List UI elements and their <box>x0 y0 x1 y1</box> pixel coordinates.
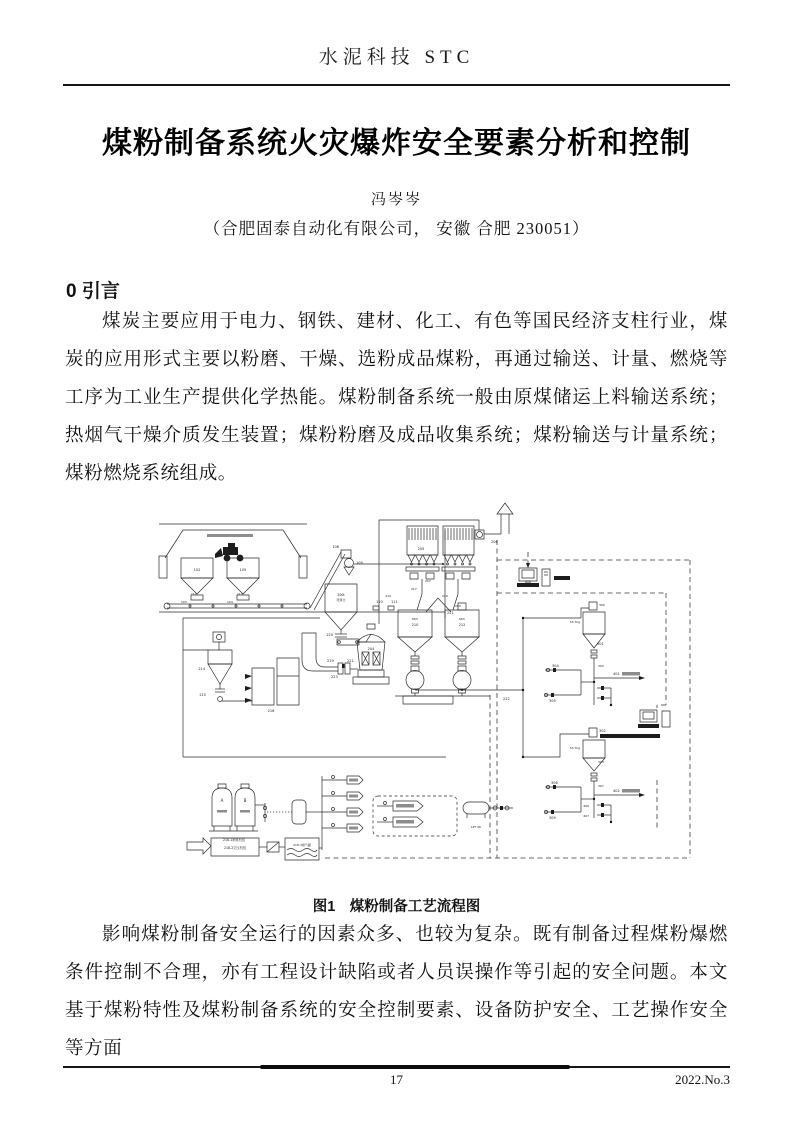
product-silos <box>395 603 490 704</box>
figure-label: 6t/h <box>412 617 418 621</box>
figure-label: 111 <box>391 600 398 604</box>
figure-label: 223 <box>331 675 338 679</box>
figure-label: 401 <box>613 672 620 676</box>
figure-label: 307 <box>598 784 604 788</box>
figure-label: 113 <box>237 592 243 596</box>
filter-module-right <box>442 526 475 594</box>
stack-arrow <box>497 503 513 514</box>
station-label-smudge <box>554 576 570 580</box>
figure-label: 105 <box>239 568 247 572</box>
figure-label: 209 <box>455 604 461 608</box>
figure-label: 205 <box>417 547 425 551</box>
figure-label: 406 <box>583 804 589 808</box>
figure-label: 33.7kg <box>569 620 580 624</box>
figure-label: 306 <box>551 781 558 785</box>
process-flow-svg <box>145 500 745 890</box>
figure-label: 221 <box>347 659 354 663</box>
figure-label: 200t <box>337 593 345 597</box>
figure-label: 106 <box>332 545 339 549</box>
figure-label: 33.7kg <box>569 746 580 750</box>
figure-label: 6t/h <box>459 617 465 621</box>
issue-label: 2022.No.3 <box>675 1072 730 1087</box>
figure-label: 222 <box>503 697 510 701</box>
figure-label: 112 <box>191 592 197 596</box>
journal-header: 水泥科技 STC <box>318 47 475 68</box>
figure-caption: 图1 煤粉制备工艺流程图 <box>312 899 481 915</box>
nitrogen-branches <box>322 776 363 833</box>
raw-coal-silo <box>325 530 445 645</box>
figure-label: 402 <box>613 789 620 793</box>
paper-title: 煤粉制备系统火灾爆炸安全要素分析和控制 <box>102 127 691 160</box>
conveying-lines <box>415 608 589 758</box>
figure-label: 303 <box>598 664 604 668</box>
station-label-smudge-2 <box>600 734 660 738</box>
figure-label: 407 <box>583 814 589 818</box>
figure-label: 214 <box>198 667 205 671</box>
body-paragraph-1: 煤炭主要应用于电力、钢铁、建材、化工、有色等国民经济支柱行业，煤炭的应用形式主要以粉磨、干燥、选粉成品煤粉，再通过输送、计量、燃烧等工序为工业生产提供化学热能。煤粉制备系统一般由原煤储运上料输送系统；热烟气干燥介质发生装置；煤粉粉磨及成品收集系统；煤粉输送与计量系统；煤粉燃烧系统组成。 <box>65 312 728 484</box>
figure-label: 219 <box>327 659 334 663</box>
figure-label: 218-3储气罐 <box>293 843 311 847</box>
bag-filter <box>395 520 479 612</box>
figure-label: 204 <box>367 647 375 651</box>
figure-label: 221 <box>447 611 454 615</box>
wheel-loader-icon <box>215 543 243 561</box>
shed-caption-smudge <box>207 534 253 537</box>
figure-label: 109 <box>356 561 363 565</box>
author-name: 冯岑岑 <box>370 192 422 208</box>
cyclone-214 <box>183 632 252 701</box>
figure-label: 219 <box>442 594 448 598</box>
computer-station-2 <box>600 710 670 738</box>
figure-label: 301 <box>597 642 604 646</box>
figure-label: 216 <box>267 709 275 713</box>
figure-label: 110 <box>376 600 383 604</box>
footer-rule-accent <box>260 1065 570 1069</box>
figure-label: 309 <box>549 816 556 820</box>
vertical-mill <box>353 520 395 684</box>
figure-label: 302 <box>599 729 606 733</box>
figure-label: A <box>220 798 224 803</box>
weigh-hopper-302 <box>544 728 645 823</box>
plant-boundary <box>183 618 446 757</box>
section-heading: 0 引言 <box>66 281 120 302</box>
figure-label: 220 <box>326 633 333 637</box>
figure-label: 212 <box>458 623 466 627</box>
figure-label: 305 <box>549 699 556 703</box>
hot-gas-generator <box>245 633 358 705</box>
figure-label: 210 <box>411 623 419 627</box>
computer-station-1 <box>517 568 570 587</box>
belt-conveyors <box>159 552 445 612</box>
figure-label: 303 <box>598 760 604 764</box>
filter-module-left <box>406 526 439 594</box>
figure-label: 304 <box>552 664 559 668</box>
silo-discharge-right <box>453 652 471 693</box>
header-rule <box>63 84 730 86</box>
figure-label: 300 <box>599 603 605 607</box>
body-paragraph-2: 影响煤粉制备安全运行的因素众多、也较为复杂。既有制备过程煤粉爆燃条件控制不合理，亦有工程设计缺陷或者人员误操作等引起的安全问题。本文基于煤粉特性及煤粉制备系统的安全控制要素、设备防护安全、工艺操作安全等方面 <box>65 925 728 1059</box>
figure-label: 219 <box>385 594 391 598</box>
signal-arrowhead-1 <box>526 563 530 568</box>
figure-process-flow-diagram <box>145 500 745 890</box>
figure-label: 218-1制氮机组 <box>222 838 246 842</box>
figure-label: 206 <box>491 540 498 544</box>
figure-label: 102 <box>193 568 201 572</box>
figure-label: 原煤仓 <box>336 598 346 602</box>
figure-label: 207 <box>425 579 431 583</box>
figure-label: 215 <box>199 693 206 697</box>
figure-label: 217 <box>411 587 417 591</box>
page-number: 17 <box>390 1072 403 1087</box>
figure-label: 103 <box>181 600 187 604</box>
figure-label: 218-2空压机组 <box>223 846 247 850</box>
figure-label: LPT 5K <box>470 825 482 829</box>
figure-label: 104 <box>227 600 233 604</box>
exhaust-fan-stack <box>475 503 513 539</box>
weigh-hopper-301 <box>544 602 645 706</box>
author-affiliation: （合肥固泰自动化有限公司， 安徽 合肥 230051） <box>203 219 590 238</box>
coal-shed <box>159 524 307 600</box>
figure-label: B <box>243 798 247 803</box>
silo-discharge-left <box>406 652 424 693</box>
